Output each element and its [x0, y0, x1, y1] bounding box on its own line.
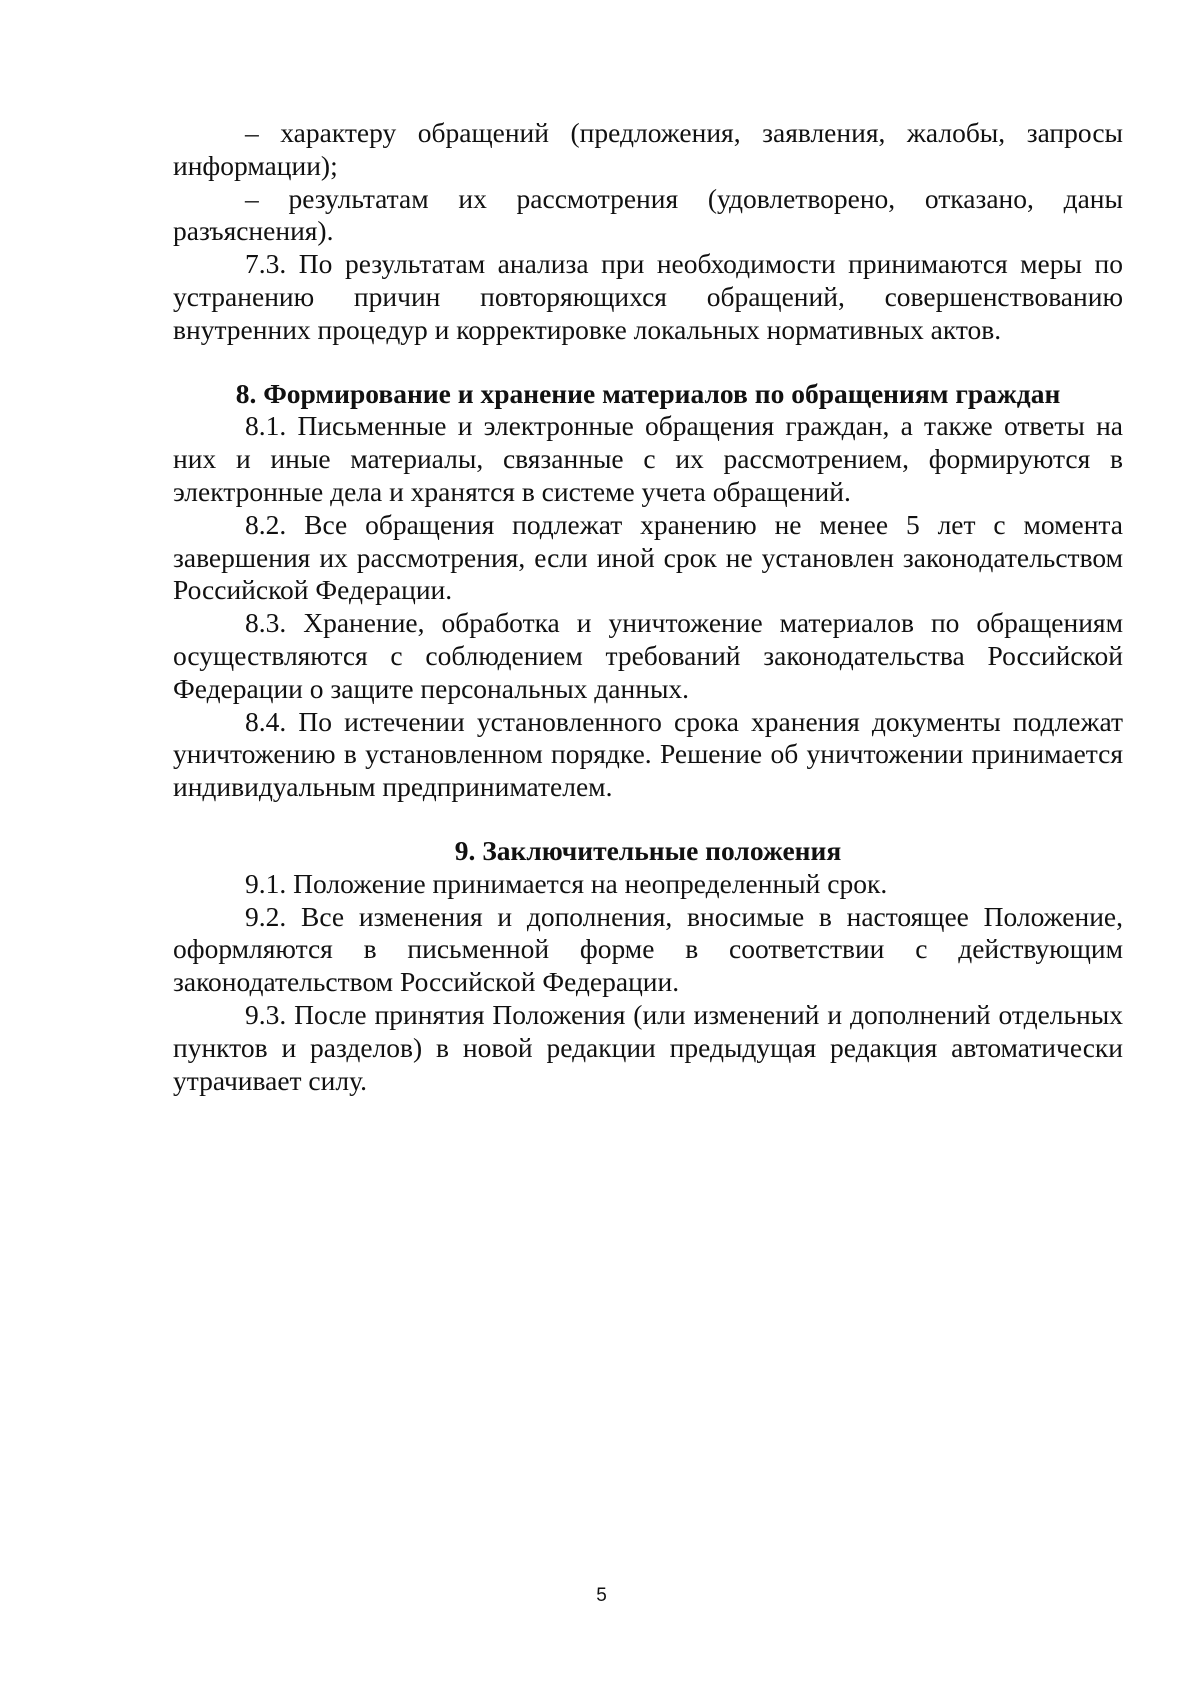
- section-spacer: [173, 804, 1123, 835]
- paragraph-9-1: 9.1. Положение принимается на неопределенный срок.: [245, 867, 888, 899]
- paragraph-9-2: 9.2. Все изменения и дополнения, вносимые в настоящее Положение, оформляются в письменной форме в соответствии с действующим законодательством Российской Федерации.: [173, 900, 1123, 998]
- paragraph-8-4: 8.4. По истечении установленного срока хранения документы подлежат уничтожению в установленном порядке. Решение об уничтожении принимается индивидуальным предпринимателем.: [173, 705, 1123, 803]
- section-9-heading: 9. Заключительные положения: [454, 834, 842, 866]
- list-item-results: – результатам их рассмотрения (удовлетворено, отказано, даны разъяснения).: [173, 182, 1123, 247]
- list-item-character: – характеру обращений (предложения, заявления, жалобы, запросы информации);: [173, 117, 1123, 181]
- paragraph-8-3: 8.3. Хранение, обработка и уничтожение материалов по обращениям осуществляются с соблюдением требований законодательства Российской Федерации о защите персональных данных.: [173, 607, 1123, 704]
- page-number: 5: [596, 1585, 607, 1606]
- section-spacer: [173, 347, 1123, 378]
- document-body: [173, 117, 1123, 1097]
- paragraph-9-3: 9.3. После принятия Положения (или изменений и дополнений отдельных пунктов и разделов) в новой редакции предыдущая редакция автоматически утрачивает силу.: [173, 998, 1123, 1096]
- section-8-heading: 8. Формирование и хранение материалов по обращениям граждан: [235, 377, 1061, 409]
- paragraph-8-1: 8.1. Письменные и электронные обращения граждан, а также ответы на них и иные материалы, связанные с их рассмотрением, формируются в электронные дела и хранятся в системе учета обращений.: [173, 410, 1123, 507]
- paragraph-7-3: 7.3. По результатам анализа при необходимости принимаются меры по устранению причин повторяющихся обращений, совершенствованию внутренних процедур и корректировке локальных нормативных актов.: [173, 248, 1123, 345]
- paragraph-8-2: 8.2. Все обращения подлежат хранению не менее 5 лет с момента завершения их рассмотрения, если иной срок не установлен законодательством Российской Федерации.: [173, 508, 1123, 606]
